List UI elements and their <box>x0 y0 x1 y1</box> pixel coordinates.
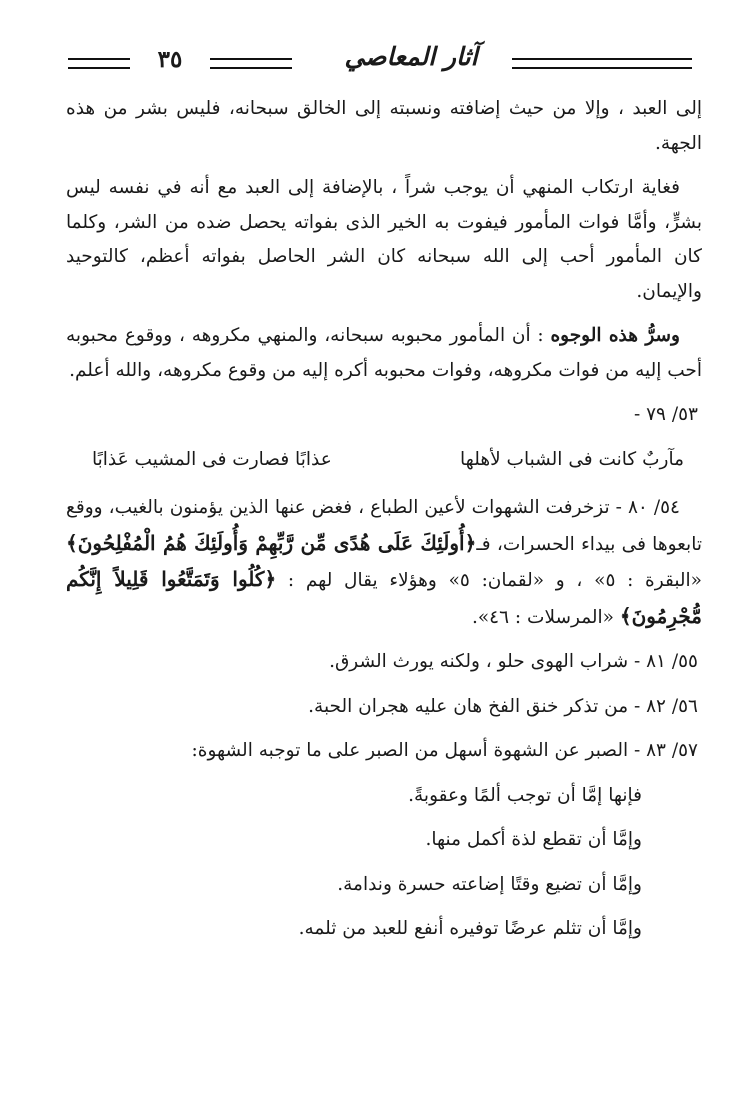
item-53-number: ٥٣/ ٧٩ - <box>633 404 698 425</box>
secret-text: : أن المأمور محبوبه سبحانه، والمنهي مكروهه ، ووقوع محبوبه أحب إليه من فوات مكروهه، وفوات محبوبه أكره إليه من وقوع مكروهه، والله أعلم. <box>66 325 702 381</box>
verse-second-hemistich: عذابًا فصارت فى المشيب عَذابًا <box>92 448 332 470</box>
header-rule-right <box>512 58 692 69</box>
item-55: ٥٥/ ٨١ - شراب الهوى حلو ، ولكنه يورث الشرق. <box>329 651 698 672</box>
page-header <box>60 40 710 86</box>
quran-verse-baqarah: ﴿أُولَئِكَ عَلَى هُدًى مِّن رَّبِّهِمْ وَأُولَئِكَ هُمُ الْمُفْلِحُونَ﴾ <box>66 530 477 555</box>
quran-verse-mursalat: ﴿كُلُوا وَتَمَتَّعُوا قَلِيلاً إِنَّكُم مُّجْرِمُونَ﴾ <box>66 567 702 628</box>
paragraph-continuation: إلى العبد ، وإلا من حيث إضافته ونسبته إلى الخالق سبحانه، فليس بشر من هذه الجهة. <box>66 98 702 154</box>
item-57-point-1: فإنها إمَّا أن توجب ألمًا وعقوبةً. <box>408 784 642 806</box>
item-57-point-2: وإمَّا أن تقطع لذة أكمل منها. <box>425 829 642 850</box>
item-54-text-b: «البقرة : ٥» ، و «لقمان: ٥» وهؤلاء يقال لهم : <box>276 570 702 591</box>
paragraph-secret <box>66 319 702 388</box>
item-54-text-a: ٥٤/ ٨٠ - تزخرفت الشهوات لأعين الطباع ، فغض عنها الذين يؤمنون بالغيب، ووقع تابعوها فى بيداء الحسرات، فـ <box>66 497 702 555</box>
verse-first-hemistich: مآربٌ كانت فى الشباب لأهلها <box>460 448 684 470</box>
item-57-point-4: وإمَّا أن تثلم عرضًا توفيره أنفع للعبد من ثلمه. <box>298 918 642 939</box>
book-title: آثار المعاصي <box>344 42 478 71</box>
page-body <box>66 92 702 957</box>
item-57: ٥٧/ ٨٣ - الصبر عن الشهوة أسهل من الصبر على ما توجبه الشهوة: <box>191 740 698 761</box>
header-rule-left <box>68 58 130 69</box>
page-number: ٣٥ <box>157 46 183 73</box>
item-57-point-3: وإمَّا أن تضيع وقتًا إضاعته حسرة وندامة. <box>337 873 642 895</box>
header-rule-middle <box>210 58 292 69</box>
secret-lead: وسرُّ هذه الوجوه <box>550 325 680 346</box>
paragraph-sin-goal: فغاية ارتكاب المنهي أن يوجب شراً ، بالإضافة إلى العبد مع أنه في نفسه ليس بشرٍّ، وأمَّا فوات المأمور فيفوت به الخير الذى بفواته يحصل ضده من الشر، وكلما كان المأمور أحب إلى الله سبحانه كان الشر الحاصل بفواته أعظم، كالتوحيد والإيمان. <box>66 177 702 302</box>
item-56: ٥٦/ ٨٢ - من تذكر خنق الفخ هان عليه هجران الحبة. <box>308 695 698 717</box>
item-54 <box>66 491 702 635</box>
poem-verse <box>66 443 702 478</box>
item-54-text-c: «المرسلات : ٤٦». <box>471 606 620 628</box>
